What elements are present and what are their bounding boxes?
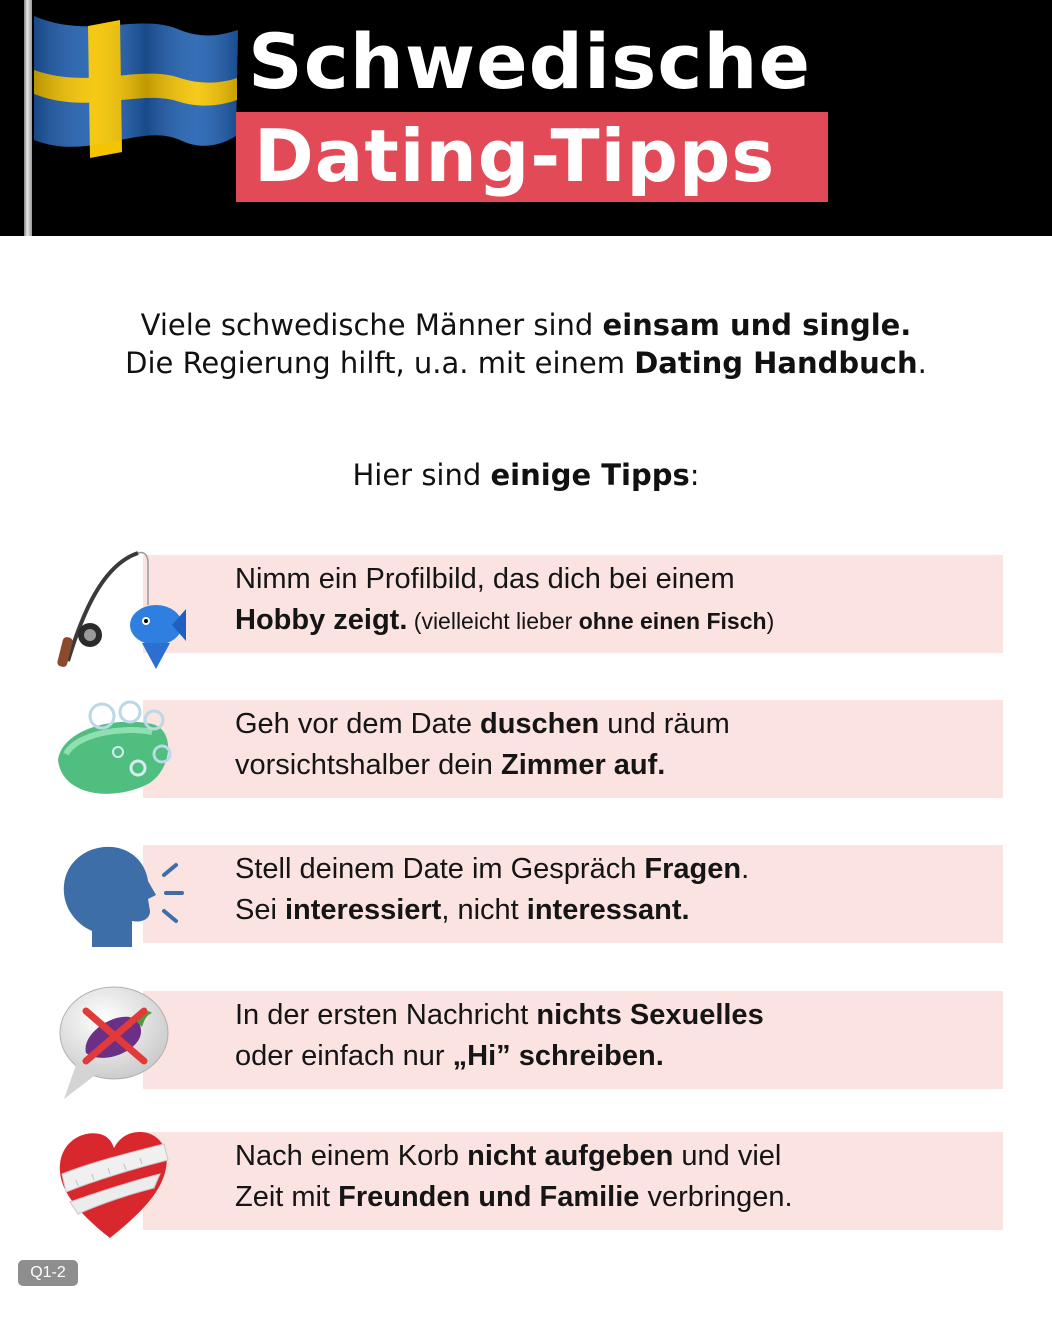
tip-text-part: und viel [673, 1140, 782, 1172]
tip-item-2 [0, 690, 1052, 800]
intro-line-1 [0, 306, 1052, 344]
intro-line-2-bold: Dating Handbuch [634, 346, 918, 380]
tip-bold: nichts Sexuelles [536, 999, 764, 1031]
tip-line-1: Nimm ein Profilbild, das dich bei einem [235, 563, 735, 595]
mending-heart-icon [52, 1122, 188, 1248]
tip-bold: „Hi” schreiben. [452, 1040, 664, 1072]
tip-bold: duschen [480, 708, 600, 740]
tip-text-part: vorsichtshalber dein [235, 749, 501, 781]
tip-line-2 [235, 1036, 1015, 1077]
tip-item-3 [0, 835, 1052, 945]
tip-text-part: Zeit mit [235, 1181, 339, 1213]
no-eggplant-speech-bubble-icon [52, 981, 188, 1107]
tips-heading-bold: einige Tipps [490, 458, 690, 492]
tip-bold: Freunden und Familie [338, 1181, 640, 1213]
tip-line-1 [235, 1136, 1015, 1177]
intro-text [0, 306, 1052, 382]
sweden-flag-icon [30, 12, 240, 172]
tip-line-2 [235, 890, 1015, 931]
title-line-2: Dating-Tipps [254, 114, 776, 198]
tip-text [235, 704, 1015, 786]
tip-bold: nicht aufgeben [467, 1140, 674, 1172]
soap-icon [52, 690, 188, 816]
tip-line-1 [235, 704, 1015, 745]
tip-text [235, 559, 1015, 642]
tip-line-2 [235, 1177, 1015, 1218]
tip-text [235, 849, 1015, 931]
intro-line-2-end: . [917, 346, 927, 380]
tips-heading-text: Hier sind [352, 458, 491, 492]
tip-text-part: Geh vor dem Date [235, 708, 480, 740]
tip-line-1 [235, 995, 1015, 1036]
fishing-pole-icon [52, 545, 188, 671]
intro-line-1-text: Viele schwedische Männer sind [140, 308, 603, 342]
tip-item-1 [0, 545, 1052, 655]
intro-line-2 [0, 344, 1052, 382]
tip-small-bold: ohne einen Fisch [578, 608, 767, 634]
tip-text-part: Nach einem Korb [235, 1140, 468, 1172]
tip-text-part: verbringen. [639, 1181, 793, 1213]
tip-line-2 [235, 745, 1015, 786]
tip-line-2 [235, 600, 1015, 642]
tip-text-part: Sei [235, 894, 285, 926]
tip-text-part: Stell deinem Date im Gespräch [235, 853, 645, 885]
tips-heading [0, 456, 1052, 494]
tip-text-part: . [741, 853, 750, 885]
tip-bold: Zimmer auf. [500, 749, 666, 781]
tip-line-1 [235, 849, 1015, 890]
tip-text-part: und räum [599, 708, 730, 740]
tip-item-4 [0, 981, 1052, 1091]
tips-heading-colon: : [689, 458, 700, 492]
tip-small-text: (vielleicht lieber [407, 608, 579, 634]
tip-text [235, 1136, 1015, 1218]
title-line-1: Schwedische [248, 17, 812, 106]
tip-bold: interessiert [284, 894, 442, 926]
tip-bold: Fragen [644, 853, 742, 885]
intro-line-1-bold: einsam und single. [602, 308, 912, 342]
tip-bold: interessant. [526, 894, 690, 926]
tip-bold: Hobby zeigt. [235, 604, 408, 636]
tip-text-part: , nicht [441, 894, 527, 926]
tip-text-part: In der ersten Nachricht [235, 999, 537, 1031]
intro-line-2-text: Die Regierung hilft, u.a. mit einem [125, 346, 635, 380]
page-badge: Q1-2 [18, 1260, 78, 1286]
header-banner [0, 0, 1052, 236]
tip-text-part: oder einfach nur [235, 1040, 453, 1072]
tip-small-end: ) [766, 608, 775, 634]
speaking-head-icon [52, 835, 188, 961]
tip-item-5 [0, 1122, 1052, 1232]
tip-text [235, 995, 1015, 1077]
